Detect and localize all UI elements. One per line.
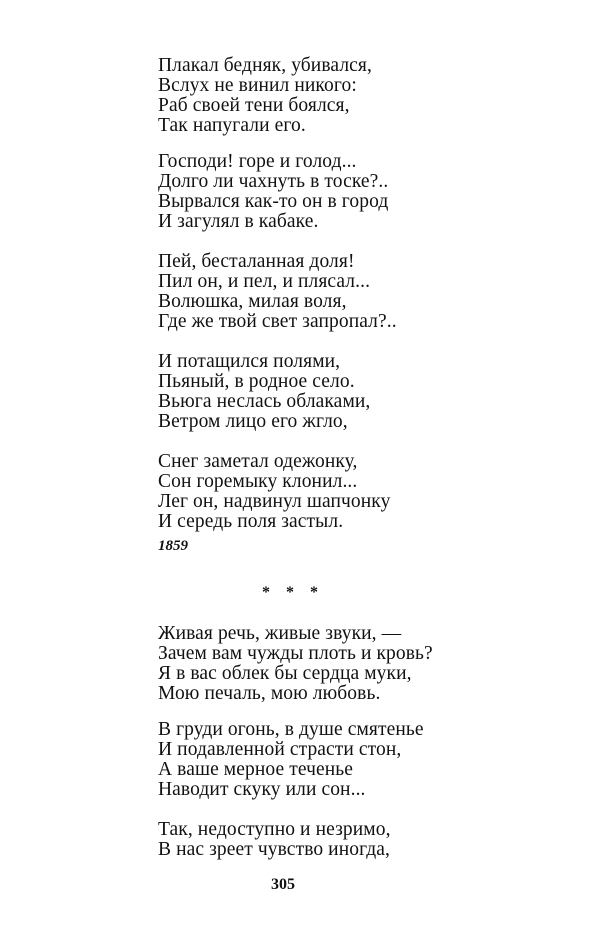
poem-line: Так, недоступно и незримо, — [158, 819, 391, 840]
poem-line: Так напугали его. — [158, 115, 306, 136]
poem-line: Волюшка, милая воля, — [158, 291, 347, 312]
poem-line: И подавленной страсти стон, — [158, 739, 402, 760]
poem-line: Вырвался как-то он в город — [158, 191, 389, 212]
poem-line: Пей, бесталанная доля! — [158, 251, 355, 272]
poem-line: Зачем вам чужды плоть и кровь? — [158, 643, 433, 664]
poem-line: Плакал бедняк, убивался, — [158, 55, 372, 76]
poem-line: Лег он, надвинул шапчонку — [158, 491, 391, 512]
poem-line: Господи! горе и голод... — [158, 151, 357, 172]
poem-line: И середь поля застыл. — [158, 511, 344, 532]
poem-date: 1859 — [158, 538, 188, 554]
poem-line: Наводит скуку или сон... — [158, 779, 366, 800]
poem-line: Раб своей тени боялся, — [158, 95, 350, 116]
poem-line: Вслух не винил никого: — [158, 75, 357, 96]
poem-line: И загулял в кабаке. — [158, 211, 319, 232]
poem-line: Вьюга неслась облаками, — [158, 391, 371, 412]
poem-line: Ветром лицо его жгло, — [158, 411, 348, 432]
page-number: 305 — [271, 876, 295, 893]
poem-line: В нас зреет чувство иногда, — [158, 839, 390, 860]
poem-line: Долго ли чахнуть в тоске?.. — [158, 171, 389, 192]
poem-line: А ваше мерное теченье — [158, 759, 354, 780]
poem-line: Пьяный, в родное село. — [158, 371, 355, 392]
poem-line: В груди огонь, в душе смятенье — [158, 719, 424, 740]
section-separator: * * * — [262, 584, 324, 601]
poem-line: Мою печаль, мою любовь. — [158, 683, 381, 704]
poem-line: Пил он, и пел, и плясал... — [158, 271, 371, 292]
poem-line: И потащился полями, — [158, 351, 341, 372]
poem-line: Снег заметал одежонку, — [158, 451, 358, 472]
poem-line: Где же твой свет запропал?.. — [158, 311, 397, 332]
poem-line: Живая речь, живые звуки, — — [158, 623, 402, 644]
poem-line: Сон горемыку клонил... — [158, 471, 358, 492]
poem-line: Я в вас облек бы сердца муки, — [158, 663, 412, 684]
